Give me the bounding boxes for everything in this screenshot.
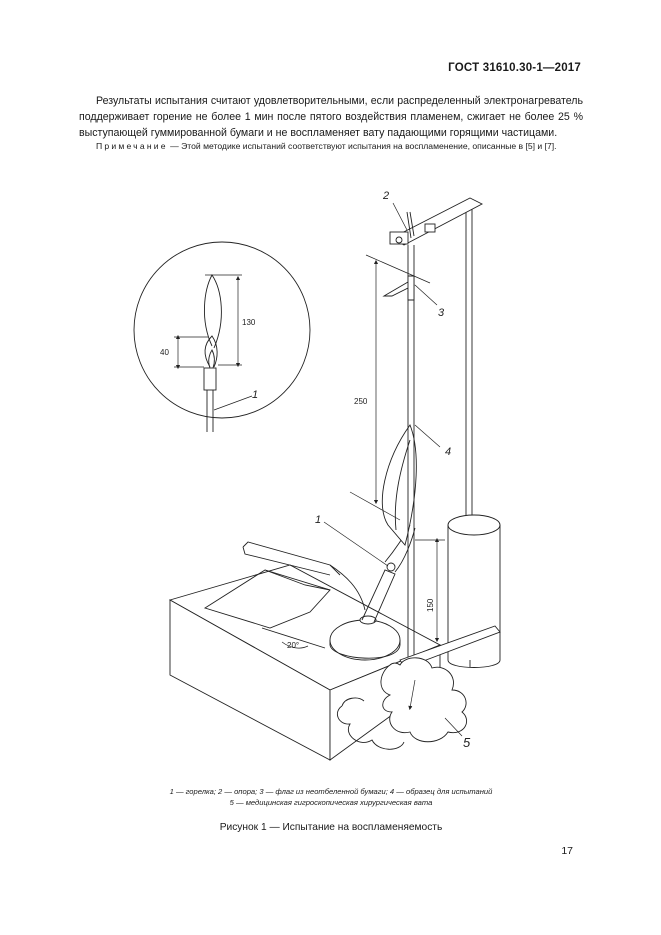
callout-1: 1 <box>315 514 322 526</box>
dimension-250: 250 <box>354 397 368 406</box>
callout-3: 3 <box>438 307 445 319</box>
document-code: ГОСТ 31610.30-1—2017 <box>448 62 581 74</box>
figure-caption: Рисунок 1 — Испытание на воспламеняемость <box>219 822 443 833</box>
dimension-150: 150 <box>426 598 435 612</box>
note-text: — Этой методике испытаний соответствуют испытания на воспламенение, описанные в [5] и [7]. <box>167 141 557 151</box>
stand-rods <box>384 198 500 668</box>
legend-line-2: 5 — медицинская гигроскопическая хирургическая вата <box>229 798 433 807</box>
note-label: Примечание <box>96 141 168 151</box>
dimension-angle: 20° <box>287 641 300 650</box>
callout-2: 2 <box>383 190 390 202</box>
test-specimen <box>382 425 416 545</box>
legend-line-1: 1 — горелка; 2 — опора; 3 — флаг из неотбеленной бумаги; 4 — образец для испытаний <box>169 787 493 796</box>
callout-4: 4 <box>445 446 452 458</box>
flame-detail-inset <box>134 242 310 432</box>
page-number: 17 <box>561 845 573 857</box>
dimension-130: 130 <box>242 318 256 327</box>
callout-5: 5 <box>463 735 471 750</box>
dimension-40: 40 <box>160 348 169 357</box>
body-paragraph: Результаты испытания считают удовлетворительными, если распределенный электронагреватель поддерживает горение не более 1 мин после пятого воздействия пламенем, сжигает не более 25 % выступающей гуммированной бумаги и не воспламеняет вату падающими горящими частицами. <box>79 95 583 139</box>
inset-callout-1: 1 <box>252 389 259 401</box>
figure-legend <box>80 786 582 808</box>
